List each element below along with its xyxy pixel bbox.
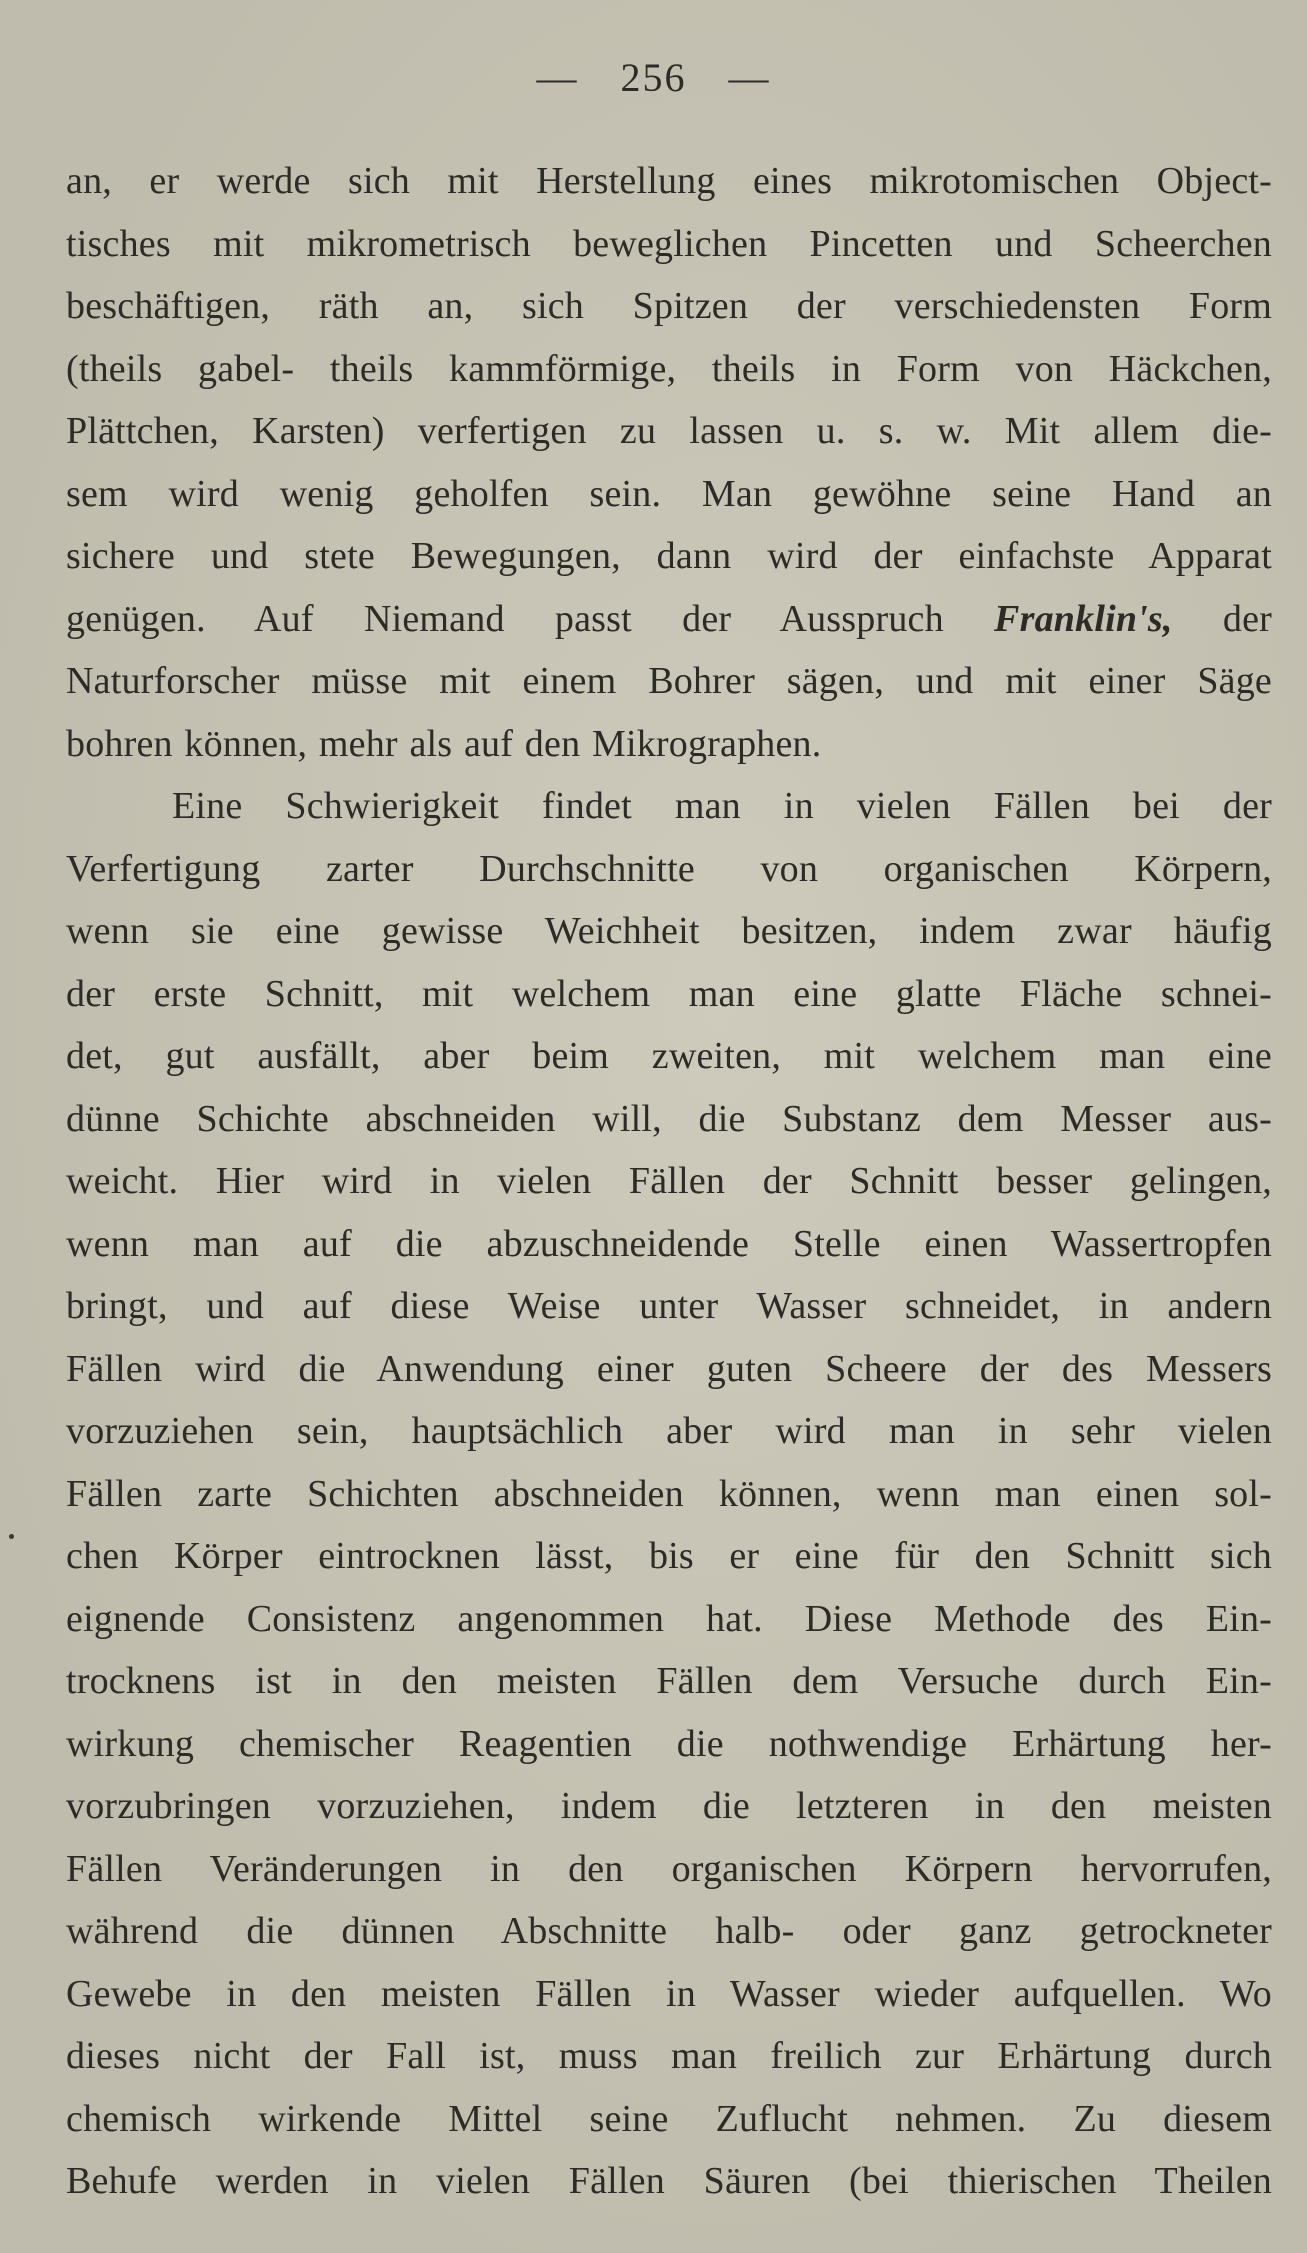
header-dash-left: — — [536, 55, 579, 100]
text-line: beschäftigen, räth an, sich Spitzen der verschiedensten Form — [66, 285, 1272, 327]
text-line: sem wird wenig geholfen sein. Man gewöhne seine Hand an — [66, 472, 1272, 515]
text-line: chen Körper eintrocknen lässt, bis er eine für den Schnitt sich — [66, 1535, 1272, 1577]
text-line: vorzuziehen sein, hauptsächlich aber wird man in sehr vielen — [66, 1410, 1272, 1452]
ink-speck — [9, 1534, 14, 1539]
text-line: sichere und stete Bewegungen, dann wird der einfachste Apparat — [66, 535, 1272, 577]
text-line: Gewebe in den meisten Fällen in Wasser wieder aufquellen. Wo — [66, 1972, 1272, 2015]
text-line: an, er werde sich mit Herstellung eines mikrotomischen Object- — [66, 160, 1272, 202]
text-line: während die dünnen Abschnitte halb- oder ganz getrockneter — [66, 1910, 1272, 1952]
text-line: bohren können, mehr als auf den Mikrographen. — [66, 722, 822, 765]
text-line: wirkung chemischer Reagentien die nothwendige Erhärtung her- — [66, 1722, 1272, 1765]
text-line: vorzubringen vorzuziehen, indem die letzteren in den meisten — [66, 1785, 1272, 1827]
page-header — [0, 54, 1307, 101]
text-line: wenn man auf die abzuschneidende Stelle einen Wassertropfen — [66, 1222, 1272, 1265]
text-line: wenn sie eine gewisse Weichheit besitzen, indem zwar häufig — [66, 910, 1272, 952]
text-segment: der — [1172, 597, 1272, 640]
text-segment: genügen. Auf Niemand passt der Ausspruch — [66, 597, 995, 640]
text-line: trocknens ist in den meisten Fällen dem Versuche durch Ein- — [66, 1660, 1272, 1702]
text-line: Fällen wird die Anwendung einer guten Scheere der des Messers — [66, 1347, 1272, 1390]
text-line: det, gut ausfällt, aber beim zweiten, mit welchem man eine — [66, 1035, 1272, 1077]
text-line: bringt, und auf diese Weise unter Wasser schneidet, in andern — [66, 1285, 1272, 1327]
text-line: tisches mit mikrometrisch beweglichen Pincetten und Scheerchen — [66, 222, 1272, 265]
text-line: Verfertigung zarter Durchschnitte von organischen Körpern, — [66, 847, 1272, 890]
text-line: dünne Schichte abschneiden will, die Substanz dem Messer aus- — [66, 1097, 1272, 1140]
text-line: Fällen zarte Schichten abschneiden können, wenn man einen sol- — [66, 1472, 1272, 1515]
emphasized-name: Franklin's, — [994, 597, 1173, 640]
page-number: 256 — [620, 55, 687, 100]
text-line: chemisch wirkende Mittel seine Zuflucht nehmen. Zu diesem — [66, 2097, 1272, 2140]
text-line — [66, 588, 1272, 651]
text-line: (theils gabel- theils kammförmige, theils in Form von Häckchen, — [66, 347, 1272, 390]
text-line: eignende Consistenz angenommen hat. Diese Methode des Ein- — [66, 1597, 1272, 1640]
text-line: Behufe werden in vielen Fällen Säuren (bei thierischen Theilen — [66, 2160, 1272, 2202]
text-line: Fällen Veränderungen in den organischen Körpern hervorrufen, — [66, 1847, 1272, 1890]
body-text — [66, 150, 1272, 2213]
paragraph-first-line: Eine Schwierigkeit findet man in vielen Fällen bei der — [172, 785, 1272, 827]
text-line: Plättchen, Karsten) verfertigen zu lassen u. s. w. Mit allem die- — [66, 410, 1272, 452]
text-line: weicht. Hier wird in vielen Fällen der Schnitt besser gelingen, — [66, 1160, 1272, 1202]
text-line: dieses nicht der Fall ist, muss man freilich zur Erhärtung durch — [66, 2035, 1272, 2077]
text-line: Naturforscher müsse mit einem Bohrer sägen, und mit einer Säge — [66, 660, 1272, 702]
text-line: der erste Schnitt, mit welchem man eine glatte Fläche schnei- — [66, 972, 1272, 1015]
header-dash-right: — — [728, 55, 771, 100]
